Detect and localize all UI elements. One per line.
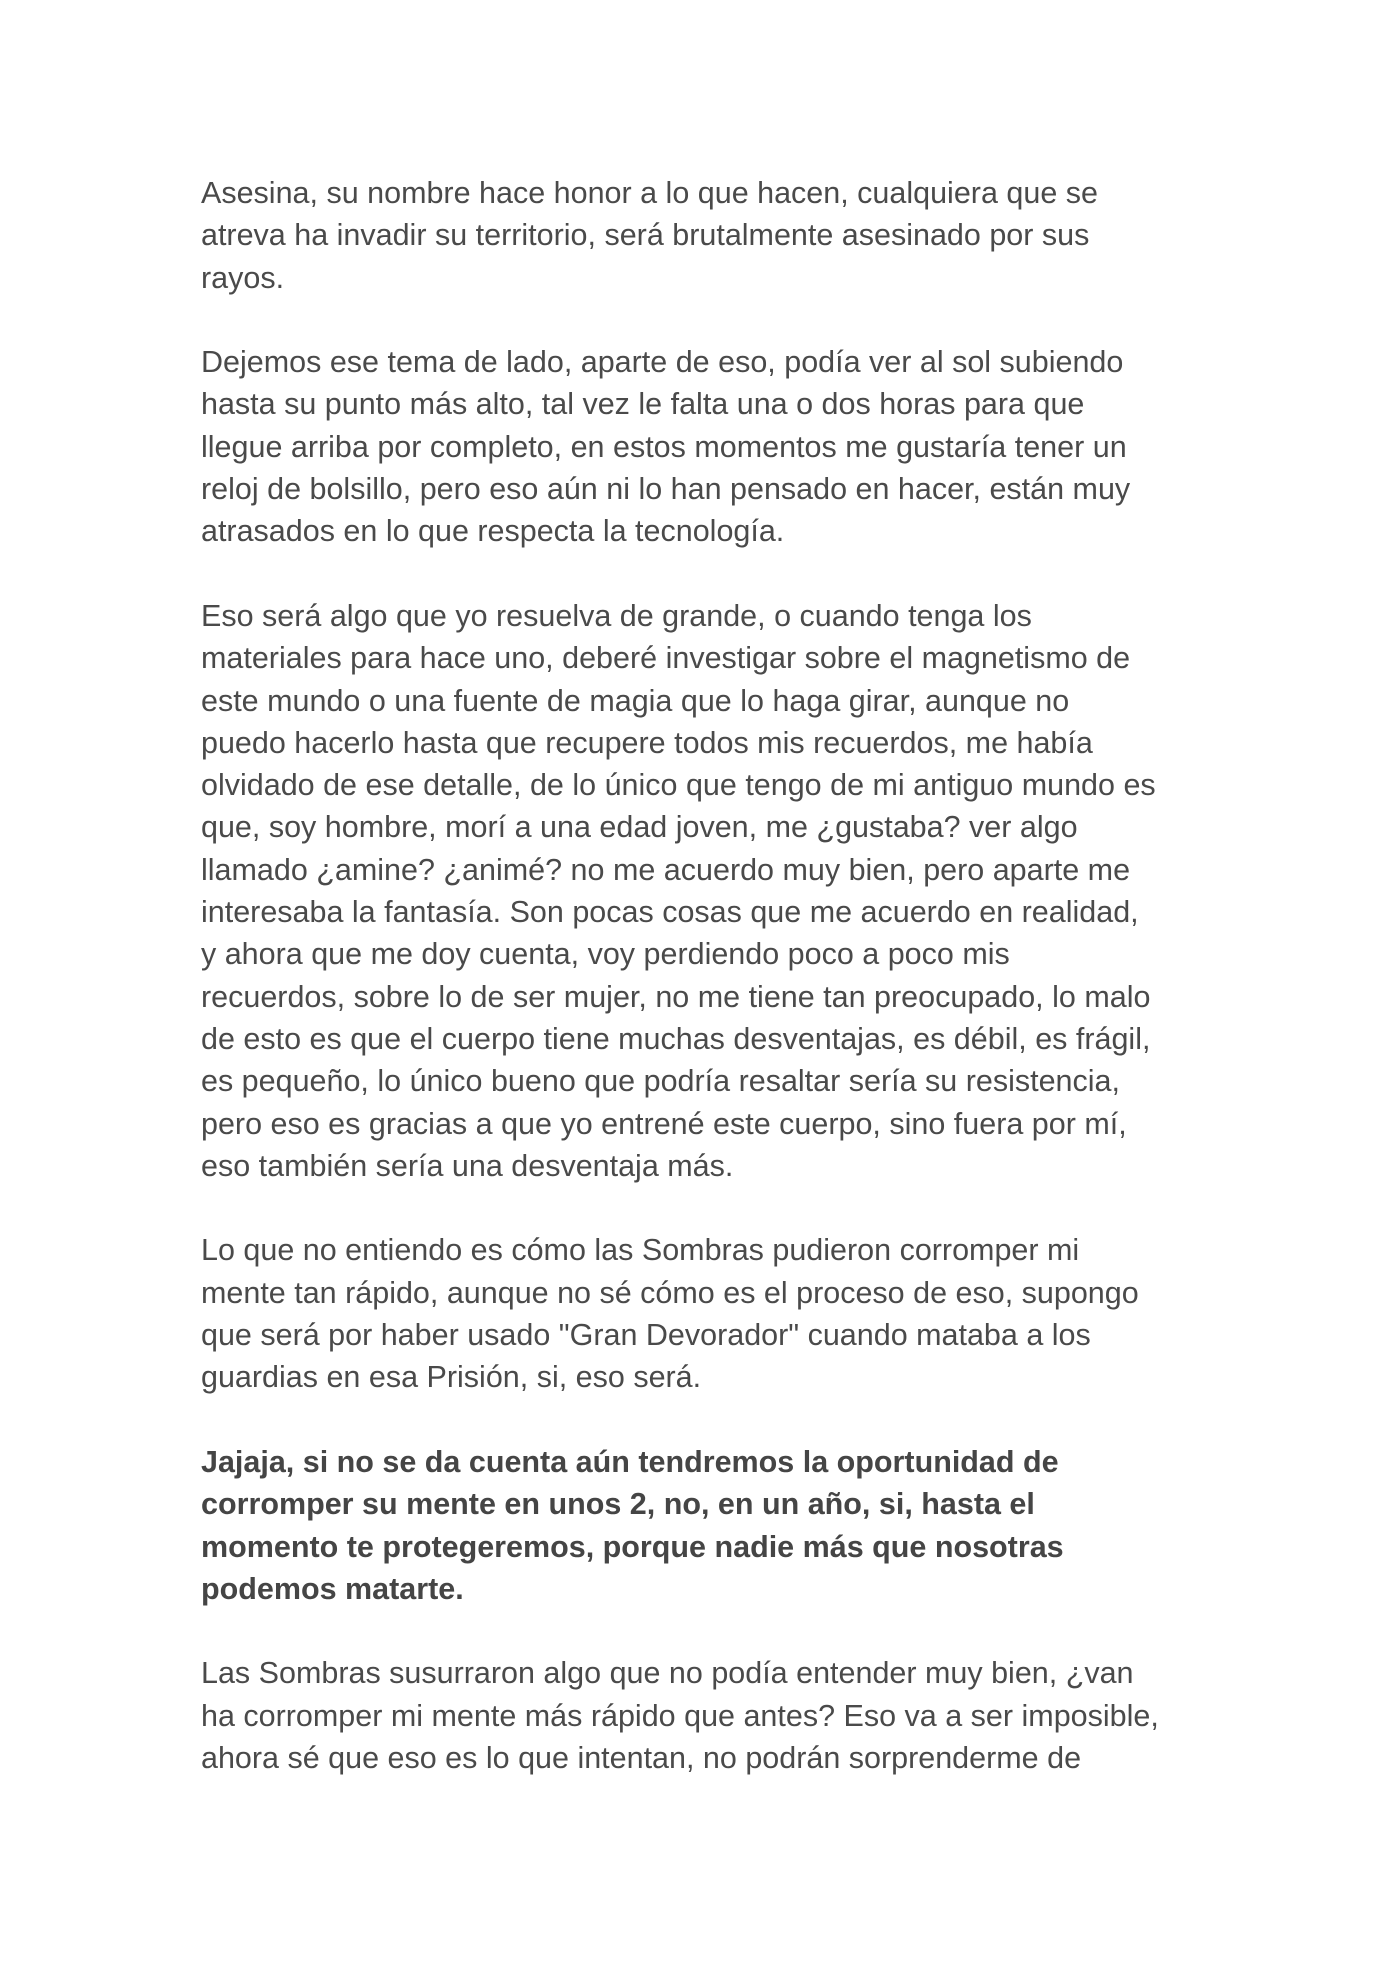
- paragraph-5-shadows-speech: Jajaja, si no se da cuenta aún tendremos la oportunidad de corromper su mente en unos 2, no, en un año, si, hasta el momento te protegeremos, porque nadie más que nosotras podemos matarte.: [201, 1444, 1064, 1606]
- paragraph-4: Lo que no entiendo es cómo las Sombras pudieron corromper mi mente tan rápido, aunque no sé cómo es el proceso de eso, supongo que será por haber usado "Gran Devorador" cuando mataba a los guardias en esa Prisión, si, eso será.: [201, 1233, 1139, 1395]
- paragraph-2: Dejemos ese tema de lado, aparte de eso, podía ver al sol subiendo hasta su punto más alto, tal vez le falta una o dos horas para que llegue arriba por completo, en estos momentos me gustaría tener un reloj de bolsillo, pero eso aún ni lo han pensado en hacer, están muy atrasados en lo que respecta la tecnología.: [201, 345, 1131, 549]
- document-body: [201, 172, 1211, 1822]
- paragraph-6: Las Sombras susurraron algo que no podía entender muy bien, ¿van ha corromper mi mente más rápido que antes? Eso va a ser imposible, ahora sé que eso es lo que intentan, no podrán sorprenderme de: [201, 1656, 1159, 1775]
- paragraph-1: Asesina, su nombre hace honor a lo que hacen, cualquiera que se atreva ha invadir su territorio, será brutalmente asesinado por sus rayos.: [201, 176, 1098, 295]
- paragraph-3: Eso será algo que yo resuelva de grande, o cuando tenga los materiales para hace uno, deberé investigar sobre el magnetismo de este mundo o una fuente de magia que lo haga girar, aunque no puedo hacerlo hasta que recupere todos mis recuerdos, me había olvidado de ese detalle, de lo único que tengo de mi antiguo mundo es que, soy hombre, morí a una edad joven, me ¿gustaba? ver algo llamado ¿amine? ¿animé? no me acuerdo muy bien, pero aparte me interesaba la fantasía. Son pocas cosas que me acuerdo en realidad, y ahora que me doy cuenta, voy perdiendo poco a poco mis recuerdos, sobre lo de ser mujer, no me tiene tan preocupado, lo malo de esto es que el cuerpo tiene muchas desventajas, es débil, es frágil, es pequeño, lo único bueno que podría resaltar sería su resistencia, pero eso es gracias a que yo entrené este cuerpo, sino fuera por mí, eso también sería una desventaja más.: [201, 598, 1156, 1183]
